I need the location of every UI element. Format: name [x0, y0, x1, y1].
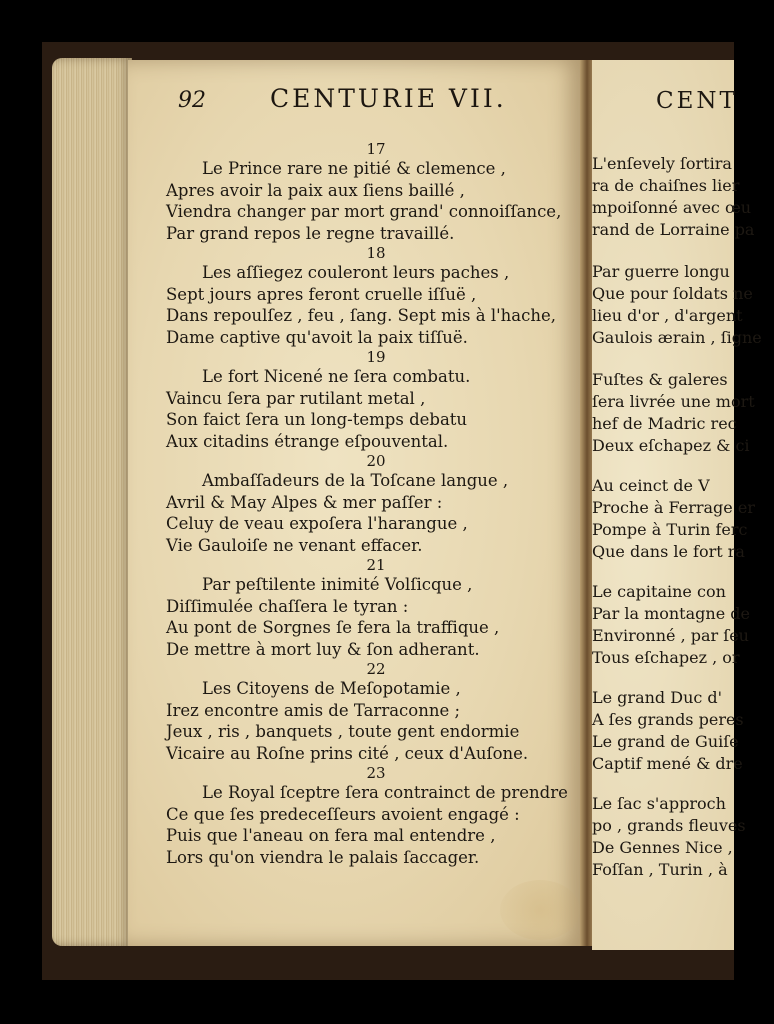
verse-line: Avril & May Alpes & mer paſſer : [166, 492, 443, 512]
verse-line: rand de Lorraine pa [592, 220, 755, 239]
quatrains-block [166, 140, 586, 868]
verse-line: Deux eſchapez & ci [592, 436, 750, 455]
verse-line: ra de chaiſnes lier [592, 176, 740, 195]
verse-line: L'enſevely ſortira [592, 154, 732, 173]
verse-line: Sept jours apres feront cruelle iſſuë , [166, 284, 477, 304]
right-page-text [592, 0, 762, 1024]
verse-line: Puis que l'aneau on fera mal entendre , [166, 826, 496, 845]
verse-line: Au pont de Sorgnes ſe fera la traffique , [166, 618, 500, 637]
verse-line: Fuſtes & galeres [592, 370, 728, 389]
quatrain [166, 660, 586, 764]
verse-line: Tous eſchapez , or [592, 648, 740, 667]
verse-line: Les aſſiegez couleront leurs paches , [202, 263, 510, 282]
verse-line: Le grand Duc d' [592, 688, 723, 707]
verse-line: hef de Madric rec [592, 414, 737, 433]
quatrain-number: 23 [366, 764, 386, 782]
verse-line: Par la montagne de [592, 604, 750, 623]
verse-line: Aux citadins étrange eſpouvental. [166, 431, 449, 451]
verse-line: Jeux , ris , banquets , toute gent endormie [166, 722, 520, 741]
verse-line: Irez encontre amis de Tarraconne ; [166, 700, 461, 720]
page-edges [52, 58, 132, 946]
verse-line: Ce que ſes predeceſſeurs avoient engagé : [166, 804, 520, 824]
verse-line: Gaulois ærain , ſigne [592, 328, 762, 347]
verse-line: Apres avoir la paix aux ſiens baillé , [166, 180, 465, 200]
verse-line: Vaincu ſera par rutilant metal , [166, 388, 426, 408]
verse-line: A ſes grands peres [592, 710, 744, 729]
verse-line: Vie Gauloiſe ne venant effacer. [166, 535, 423, 555]
verse-line: Lors qu'on viendra le palais ſaccager. [166, 847, 480, 867]
verse-line: Captif mené & dre [592, 754, 743, 773]
verse-line: ſera livrée une mort [592, 392, 755, 411]
verse-line: Viendra changer par mort grand' connoiſſance, [166, 202, 562, 221]
quatrain [166, 556, 586, 660]
verse-line: Que dans le fort ra [592, 542, 745, 561]
verse-line: Proche à Ferrage er [592, 498, 755, 517]
quatrain [166, 348, 586, 452]
quatrain-number: 22 [366, 660, 386, 678]
verse-line: Diſſimulée chaſſera le tyran : [166, 596, 409, 616]
quatrain-number: 21 [366, 556, 386, 574]
verse-line: Celuy de veau expoſera l'harangue , [166, 514, 468, 533]
verse-line: Le fort Nicené ne ſera combatu. [202, 367, 471, 386]
verse-line: Par peſtilente inimité Volſicque , [202, 575, 473, 594]
verse-line: Pompe à Turin ferc [592, 520, 748, 539]
running-head: CENTURIE VII. [270, 84, 507, 113]
quatrain [166, 140, 586, 244]
paper-stain [500, 880, 580, 940]
verse-line: Le grand de Guiſe [592, 732, 739, 751]
verse-line: Foſſan , Turin , à [592, 860, 728, 879]
verse-line: Au ceinct de V [592, 476, 710, 495]
verse-line: Vicaire au Roſne prins cité , ceux d'Auſone. [166, 743, 529, 763]
right-running-head: CENT [656, 88, 738, 114]
verse-line: Par guerre longu [592, 262, 730, 281]
verse-line: lieu d'or , d'argent [592, 306, 743, 325]
verse-line: Les Citoyens de Meſopotamie , [202, 679, 461, 698]
verse-line: Le capitaine con [592, 582, 726, 601]
left-page-header [178, 84, 578, 128]
verse-line: po , grands fleuves [592, 816, 746, 835]
verse-line: Son faict ſera un long-temps debatu [166, 410, 468, 429]
verse-line: De mettre à mort luy & ſon adherant. [166, 639, 480, 659]
quatrain-number: 19 [366, 348, 386, 366]
page-number: 92 [178, 88, 206, 113]
verse-line: Par grand repos le regne travaillé. [166, 223, 455, 243]
quatrain [166, 452, 586, 556]
quatrain-number: 20 [366, 452, 386, 470]
quatrain [166, 244, 586, 348]
verse-line: Que pour ſoldats ne [592, 284, 753, 303]
quatrain [166, 764, 586, 868]
verse-line: Ambaſſadeurs de la Toſcane langue , [202, 471, 509, 490]
verse-line: Le ſac s'approch [592, 794, 726, 813]
verse-line: mpoiſonné avec œu [592, 198, 752, 217]
verse-line: Environné , par ſeu [592, 626, 749, 645]
verse-line: Le Prince rare ne pitié & clemence , [202, 159, 506, 178]
quatrain-number: 17 [366, 140, 386, 158]
quatrain-number: 18 [366, 244, 386, 262]
verse-line: Dans repoulſez , feu , ſang. Sept mis à l'hache, [166, 306, 556, 325]
verse-line: Dame captive qu'avoit la paix tiſſuë. [166, 327, 468, 347]
verse-line: Le Royal ſceptre ſera contrainct de prendre [202, 783, 568, 802]
verse-line: De Gennes Nice , [592, 838, 733, 857]
